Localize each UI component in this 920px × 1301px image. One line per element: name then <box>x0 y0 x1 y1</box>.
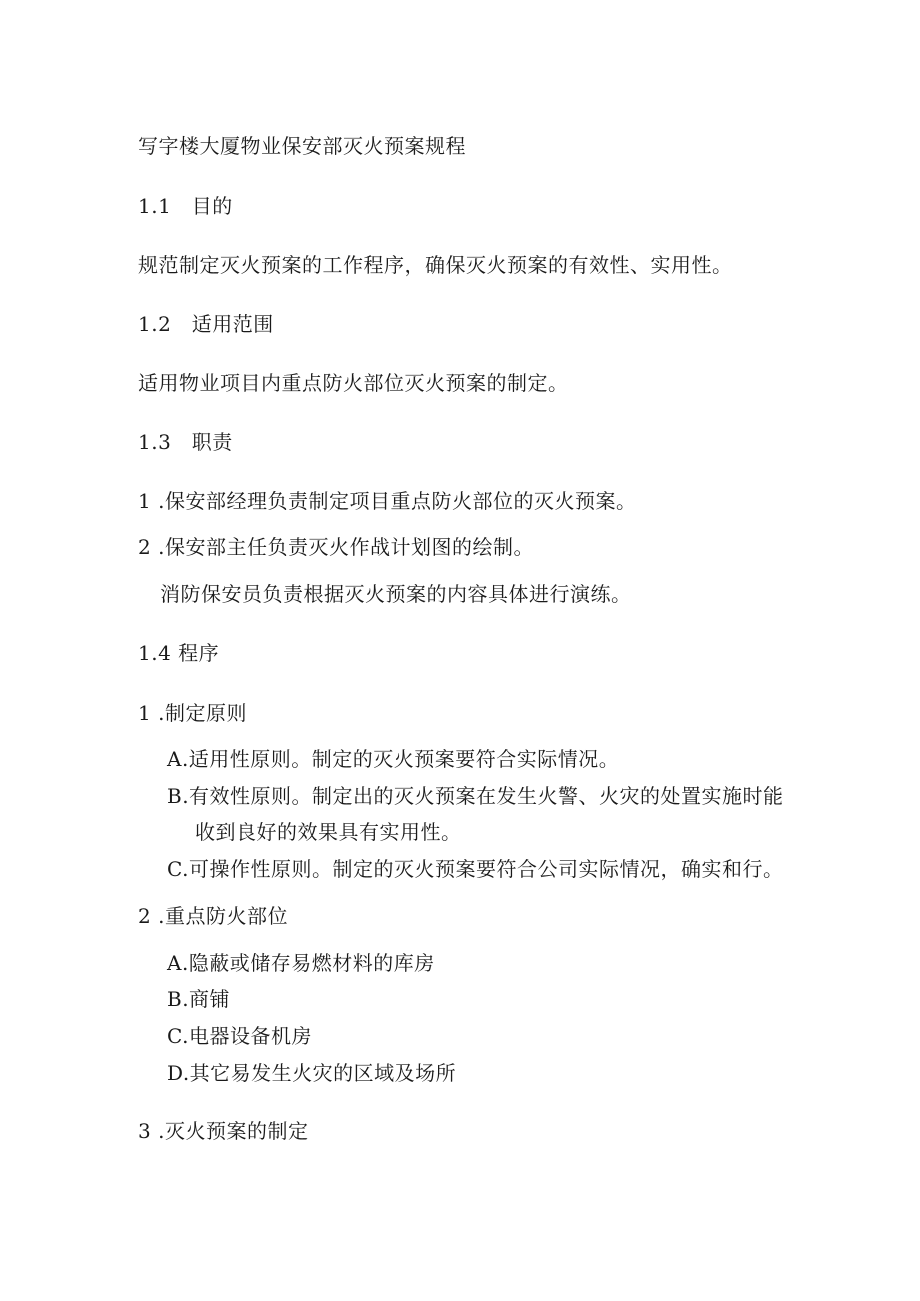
section-heading-procedure: 1.4 程序 <box>138 641 220 665</box>
key-area-c: C.电器设备机房 <box>167 1024 312 1048</box>
section-text-scope: 适用物业项目内重点防火部位灭火预案的制定。 <box>138 371 569 395</box>
duties-item-1: 1 .保安部经理负责制定项目重点防火部位的灭火预案。 <box>138 489 637 513</box>
key-area-a: A.隐蔽或储存易燃材料的库房 <box>167 951 435 975</box>
section-text-purpose: 规范制定灭火预案的工作程序，确保灭火预案的有效性、实用性。 <box>138 253 733 277</box>
section-heading-scope: 1.2 适用范围 <box>138 312 274 336</box>
principle-c: C.可操作性原则。制定的灭火预案要符合公司实际情况，确实和行。 <box>167 857 784 881</box>
duties-item-3: 消防保安员负责根据灭火预案的内容具体进行演练。 <box>160 582 632 606</box>
principle-b-line1: B.有效性原则。制定出的灭火预案在发生火警、火灾的处置实施时能 <box>167 784 784 808</box>
procedure-heading-plan: 3 .灭火预案的制定 <box>138 1119 309 1143</box>
section-heading-purpose: 1.1 目的 <box>138 194 233 218</box>
document-title: 写字楼大厦物业保安部灭火预案规程 <box>138 134 466 158</box>
principle-a: A.适用性原则。制定的灭火预案要符合实际情况。 <box>167 747 620 771</box>
procedure-heading-principles: 1 .制定原则 <box>138 701 247 725</box>
procedure-heading-key-areas: 2 .重点防火部位 <box>138 904 288 928</box>
section-heading-duties: 1.3 职责 <box>138 430 233 454</box>
key-area-d: D.其它易发生火灾的区域及场所 <box>167 1061 457 1085</box>
key-area-b: B.商铺 <box>167 987 231 1011</box>
principle-b-line2: 收到良好的效果具有实用性。 <box>195 820 462 844</box>
duties-item-2: 2 .保安部主任负责灭火作战计划图的绘制。 <box>138 535 534 559</box>
